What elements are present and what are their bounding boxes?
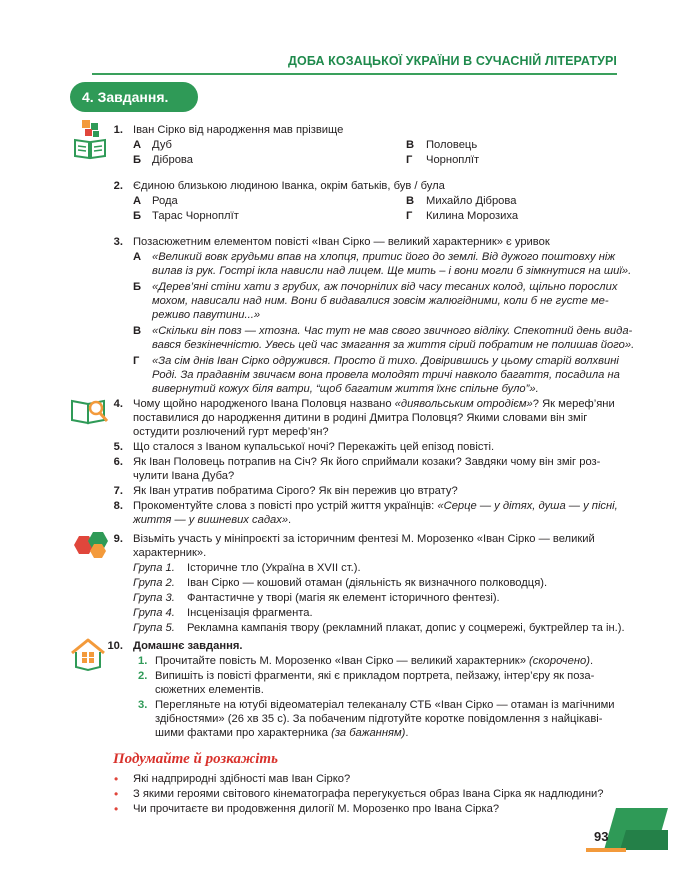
text-segment: Прочитайте повість М. Морозенко «Іван Сірко — великий характерник» [155,655,530,667]
text-segment: . [589,655,594,667]
text-segment: ? Як мереф’яни [532,398,615,410]
question-number: 2. [113,180,123,192]
group-label: Група 3. [133,592,175,604]
option-text: «Великий вовк грудьми впав на хлопця, притис його до землі. Від дужого поштовху ніж [152,251,616,263]
quote: «Серце — у дітях, душа — у пісні, [437,500,618,512]
note: (за бажанням) [331,727,406,739]
group-text: Фантастичне у творі (магія як елемент історичного фентезі). [187,592,500,604]
option-text: реживо павутини...» [152,309,261,321]
quote: життя — у вишневих садах» [133,514,289,526]
discussion-item: Чи прочитаєте ви продовження дилогії М. Морозенко про Івана Сірка? [133,803,500,815]
option-text: мохом, нависали над ним. Вони б видавалися зовсім жалюгідними, коли б не густе ме- [152,295,609,307]
question-text: Єдиною близькою людиною Іванка, окрім батьків, був / була [133,180,445,192]
option-text: Дуб [152,139,172,151]
question-text [133,500,618,512]
header-divider [92,73,617,75]
sub-text: здібностями» (26 хв 35 с). За побаченим підготуйте коротке повідомлення з найцікаві- [155,713,603,725]
bullet-icon: • [114,802,119,816]
option-letter: Г [406,210,413,222]
question-number: 10. [107,640,123,652]
question-text: остудити розлючений гурт мереф’ян? [133,426,329,438]
question-text: поставилися до народження дитини в родині Дмитра Половця? Якими словами він зміг [133,412,588,424]
discussion-item: З якими героями світового кінематографа перегукується образ Івана Сірка як надлюдини? [133,788,604,800]
sub-text [155,655,593,667]
question-number: 5. [113,441,123,453]
option-text: Діброва [152,154,193,166]
group-text: Рекламна кампанія твору (рекламний плакат, допис у соцмережі, буктрейлер та ін.). [187,622,625,634]
option-text: Роді. За прадавнім звичаєм вона провела молодят тричі навколо багаття, посадила на [152,369,620,381]
question-number: 6. [113,456,123,468]
option-text: «Скільки він повз — хтозна. Час тут не мав свого звичного відліку. Спекотний день вида- [152,325,633,337]
question-text: Позасюжетним елементом повісті «Іван Сірко — великий характерник» є уривок [133,236,550,248]
page-number: 93 [594,829,609,844]
group-text: Інсценізація фрагмента. [187,607,313,619]
option-text: вався безкінечністю. Увесь цей час змагання за життя сірий побратим не полишав його». [152,339,635,351]
question-number: 8. [113,500,123,512]
sub-text: сюжетних елементів. [155,684,264,696]
group-label: Група 4. [133,607,175,619]
sub-text: Перегляньте на ютубі відеоматеріал телеканалу СТБ «Іван Сірко — отаман із магічними [155,699,615,711]
option-letter: Г [406,154,413,166]
group-label: Група 2. [133,577,175,589]
option-letter: В [133,325,142,337]
section-title: 4. Завдання. [70,82,198,112]
option-letter: А [133,251,142,263]
question-number: 9. [113,533,123,545]
group-text: Іван Сірко — кошовий отаман (діяльність як визначного полководця). [187,577,548,589]
question-number: 4. [113,398,123,410]
running-header: ДОБА КОЗАЦЬКОЇ УКРАЇНИ В СУЧАСНІЙ ЛІТЕРАТУРІ [288,54,617,68]
question-number: 7. [113,485,123,497]
text-segment: . [405,727,409,739]
option-text: Михайло Діброва [426,195,517,207]
question-number: 3. [113,236,123,248]
question-text [133,514,291,526]
sub-text [155,727,408,739]
option-letter: Б [133,281,142,293]
group-label: Група 5. [133,622,175,634]
sub-text: Випишіть із повісті фрагменти, які є прикладом портрета, пейзажу, інтер’єру як поза- [155,670,595,682]
option-letter: А [133,195,142,207]
option-text: «Дерев’яні стіни хати з грубих, аж почорнілих від часу тесаних колод, щільно порослих [152,281,618,293]
question-text: Іван Сірко від народження мав прізвище [133,124,344,136]
option-text: вилав із рук. Гострі ікла нависли над лицем. Ще мить – і вони могли б зімкнутися на шиї». [152,265,632,277]
option-letter: Б [133,210,142,222]
sub-number: 2. [138,670,148,682]
question-text: чулити Івана Дуба? [133,470,235,482]
option-text: вивернутий кожух біля ватри, “щоб багатим життя їхнє спільне було”». [152,383,539,395]
text-segment: шими фактами про характерника [155,727,332,739]
sub-number: 1. [138,655,148,667]
question-text: Як Іван утратив побратима Сірого? Як він пережив цю втрату? [133,485,458,497]
bullet-icon: • [114,787,119,801]
option-text: «За сім днів Іван Сірко одружився. Просто й тихо. Довірившись у цьому старій волхвині [152,355,619,367]
option-text: Чорноплїт [426,154,480,166]
option-letter: Г [133,355,140,367]
question-text: Як Іван Половець потрапив на Січ? Як його сприймали козаки? Завдяки чому він зміг роз- [133,456,601,468]
question-text: Візьміть участь у мініпроєкті за історичним фентезі М. Морозенко «Іван Сірко — великий [133,533,595,545]
homework-title: Домашнє завдання. [133,640,243,652]
option-letter: Б [133,154,142,166]
text-segment: Прокоментуйте слова з повісті про устрій життя українців: [133,500,438,512]
group-label: Група 1. [133,562,175,574]
text-segment: . [288,514,292,526]
option-text: Рода [152,195,178,207]
quote: «диявольським отродієм» [394,398,533,410]
option-letter: В [406,139,415,151]
group-text: Історичне тло (Україна в XVII ст.). [187,562,361,574]
discussion-item: Які надприродні здібності мав Іван Сірко? [133,773,351,785]
text-segment: Чому щойно народженого Івана Половця названо [133,398,395,410]
option-letter: А [133,139,142,151]
question-number: 1. [113,124,123,136]
bullet-icon: • [114,772,119,786]
option-text: Тарас Чорноплїт [152,210,239,222]
question-text [133,398,615,410]
question-text: Що сталося з Іваном купальської ночі? Перекажіть цей епізод повісті. [133,441,495,453]
option-text: Килина Морозиха [426,210,519,222]
think-title: Подумайте й розкажіть [113,751,278,767]
option-text: Половець [426,139,478,151]
note: (скорочено) [529,655,590,667]
question-text: характерник». [133,547,207,559]
sub-number: 3. [138,699,148,711]
option-letter: В [406,195,415,207]
